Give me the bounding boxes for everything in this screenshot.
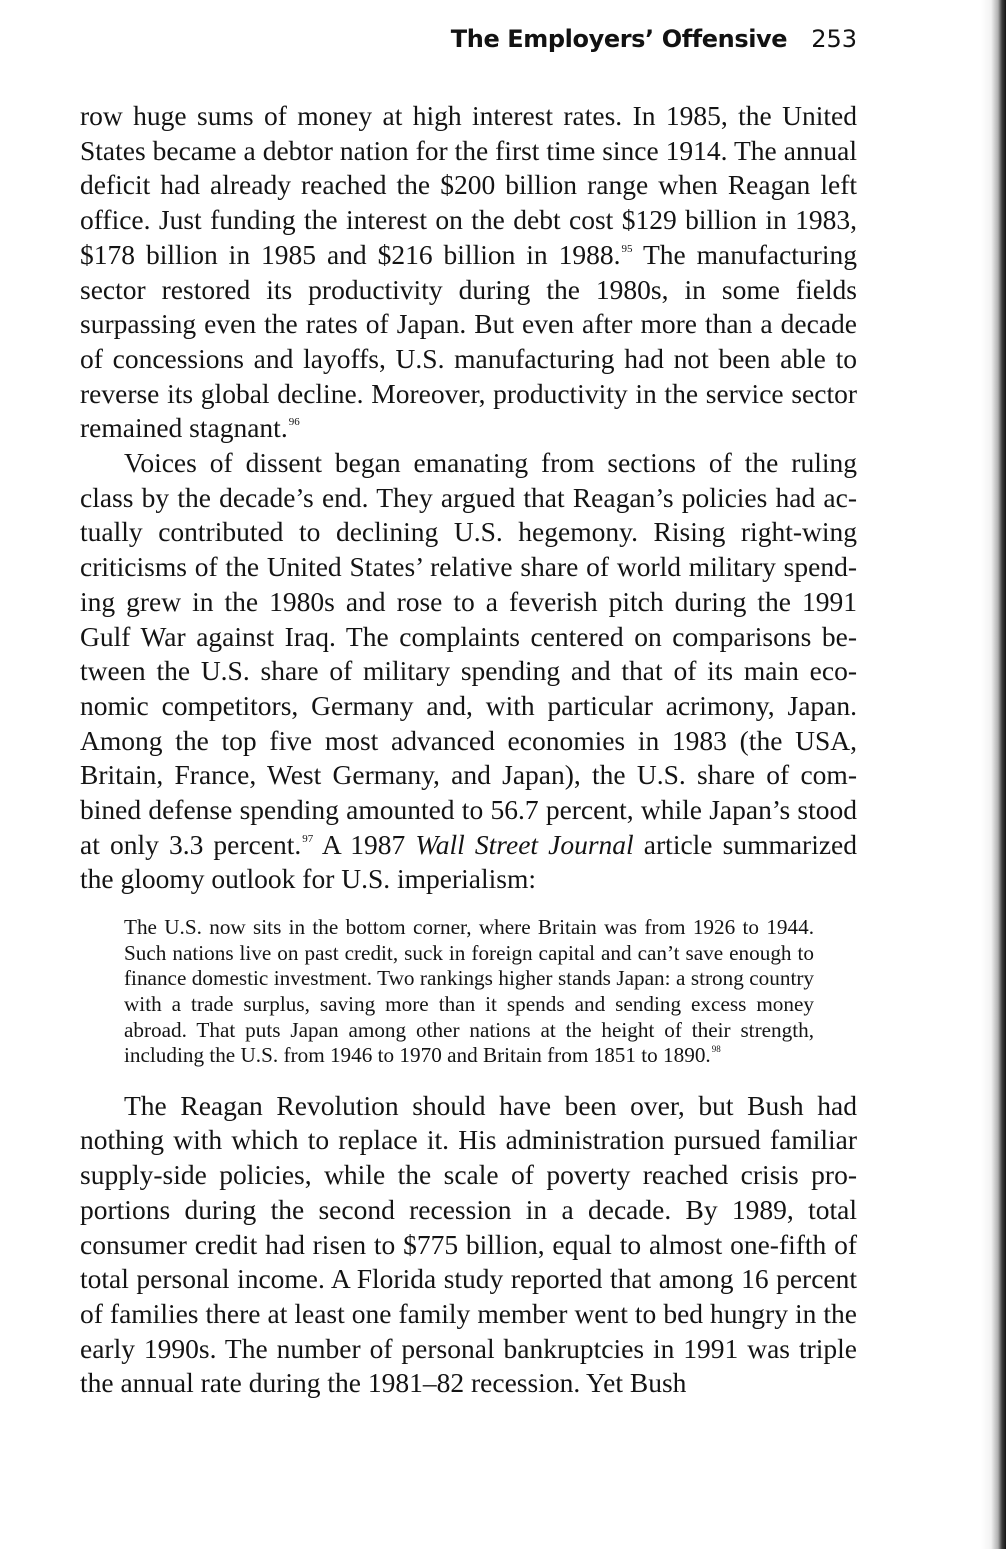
- running-head: [80, 22, 857, 56]
- paragraph-text: A 1987: [313, 828, 416, 860]
- page-number: 253: [811, 25, 857, 53]
- block-quote: [124, 915, 814, 1069]
- body-text: [80, 99, 857, 1401]
- paragraph-text: article summarized the gloomy outlook for U.S. imperialism:: [80, 828, 858, 895]
- paragraph-text: The Reagan Revolution should have been over, but Bush had nothing with which to replace it. His administration pursued familiar supply-side policies, while the scale of poverty reached crisis proportions during the second recession in a decade. By 1989, total consumer credit had risen to $775 billion, equal to almost one-fifth of total personal income. A Florida study reported that among 16 percent of families there at least one family member went to bed hungry in the early 1990s. The number of personal bankruptcies in 1991 was triple the annual rate during the 1981–82 recession. Yet Bush: [80, 1089, 857, 1399]
- paragraph-text: row huge sums of money at high interest rates. In 1985, the United States became a debtor nation for the first time since 1914. The annual deficit had already reached the $200 billion range when Reagan left office. Just funding the interest on the debt cost $129 billion in 1983, $178 billion in 1985 and $216 billion in 1988.: [80, 100, 857, 270]
- publication-title: Wall Street Journal: [415, 828, 634, 860]
- paragraph: [80, 1089, 857, 1401]
- paragraph: [80, 446, 857, 897]
- footnote-marker: 96: [288, 416, 300, 429]
- scan-edge-shadow: [981, 0, 1006, 1549]
- chapter-title: The Employers’ Offensive: [450, 25, 788, 53]
- paragraph-text: Voices of dissent began emanating from sections of the ruling class by the decade’s end. They argued that Reagan’s policies had actually contributed to declining U.S. hegemony. Rising right-wing criticisms of the United States’ relative share of world military spending grew in the 1980s and rose to a feverish pitch during the 1991 Gulf War against Iraq. The complaints centered on comparisons between the U.S. share of military spending and that of its main economic competitors, Germany and, with particular acrimony, Japan. Among the top five most advanced economies in 1983 (the USA, Britain, France, West Germany, and Japan), the U.S. share of combined defense spending amounted to 56.7 percent, while Japan’s stood at only 3.3 percent.: [80, 447, 857, 860]
- footnote-marker: 95: [621, 242, 633, 255]
- paragraph-continued: [80, 99, 857, 446]
- footnote-marker: 98: [711, 1044, 721, 1055]
- quote-text: The U.S. now sits in the bottom corner, where Britain was from 1926 to 1944. Such nations live on past credit, suck in foreign capital and can’t save enough to finance domestic investment. Two rankings higher stands Japan: a strong country with a trade surplus, saving more than it spends and sending excess money abroad. That puts Japan among other nations at the height of their strength, including the U.S. from 1946 to 1970 and Britain from 1851 to 1890.: [124, 915, 814, 1068]
- paragraph-text: The manufacturing sector restored its productivity during the 1980s, in some fields surpassing even the rates of Japan. But even after more than a decade of concessions and layoffs, U.S. manufacturing had not been able to reverse its global decline. Moreover, productivity in the service sector remained stagnant.: [80, 238, 857, 444]
- footnote-marker: 97: [302, 832, 314, 845]
